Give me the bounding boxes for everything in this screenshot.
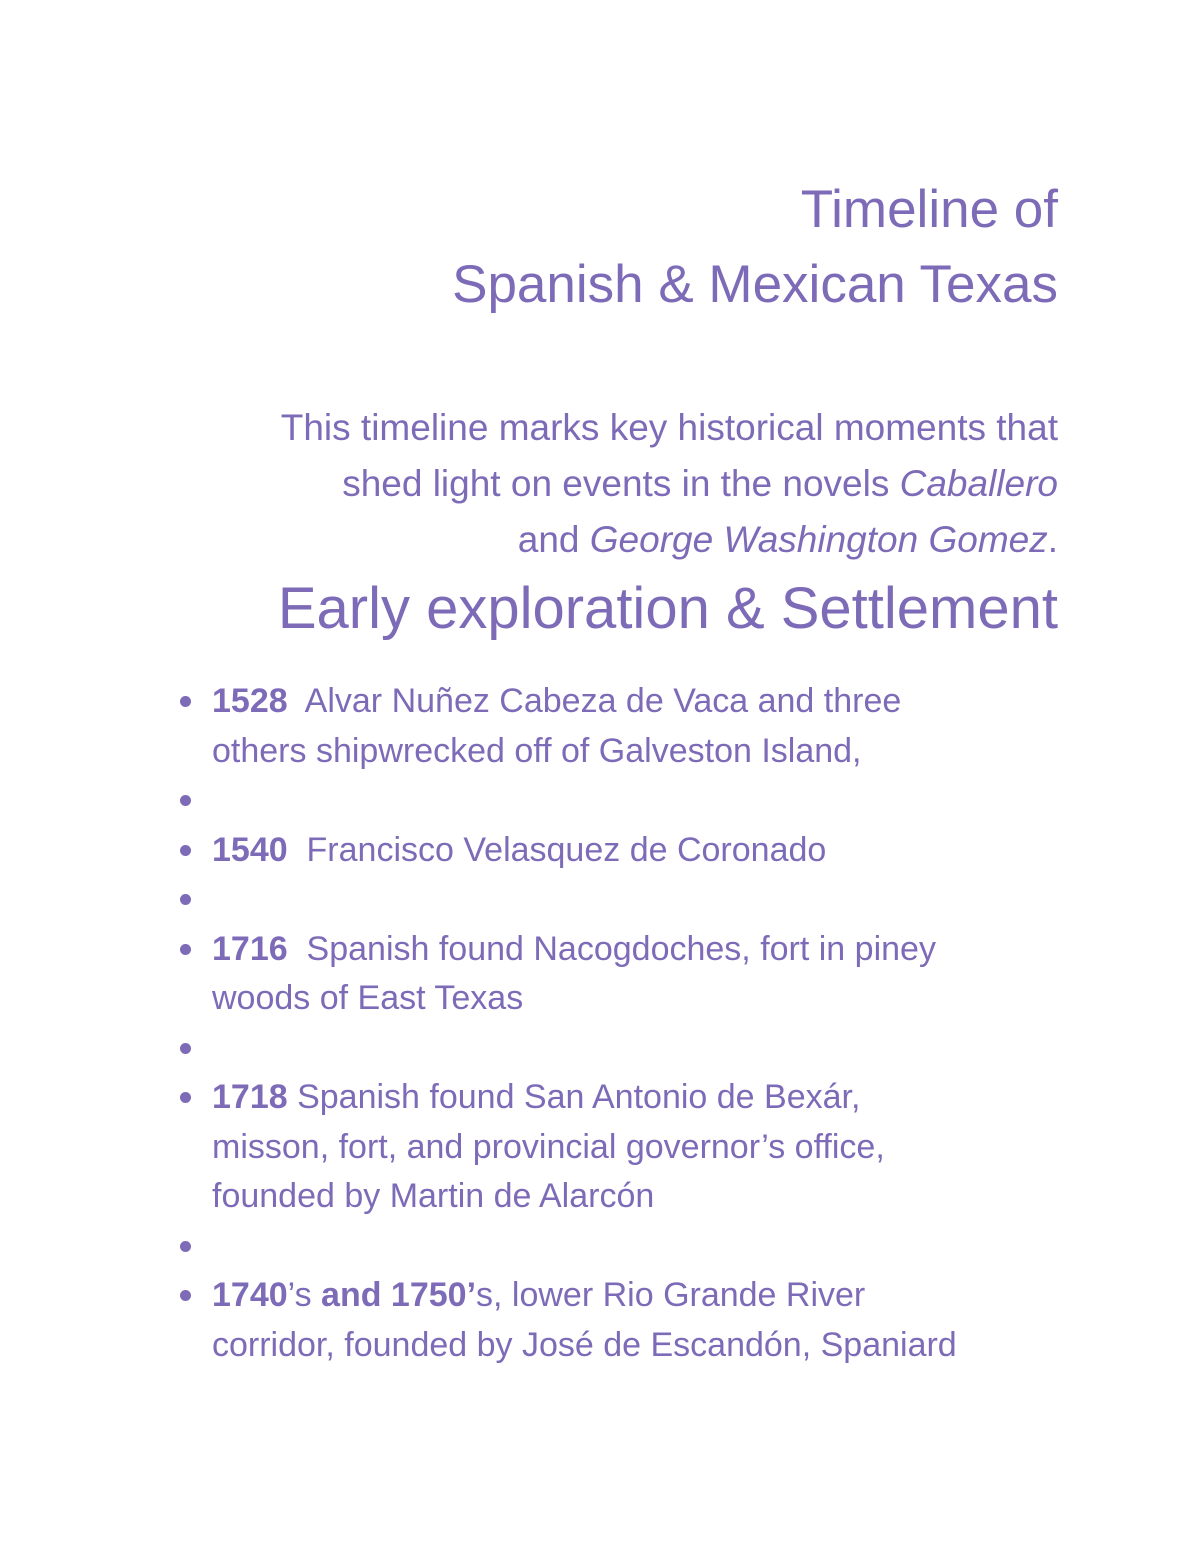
event-line: corridor, founded by José de Escandón, Spaniard: [212, 1325, 957, 1364]
intro-line-2-text: shed light on events in the novels: [342, 463, 900, 504]
event-line: misson, fort, and provincial governor’s office,: [212, 1127, 885, 1166]
event-line: woods of East Texas: [212, 979, 524, 1017]
event-line: founded by Martin de Alarcón: [212, 1177, 655, 1215]
section-heading: Early exploration & Settlement: [277, 576, 1058, 641]
intro-line-3: [118, 512, 1058, 568]
event-text: Spanish found San Antonio de Bexár,: [287, 1078, 861, 1116]
event-year: and 1750’: [311, 1276, 477, 1314]
event-text: Alvar Nuñez Cabeza de Vaca and three: [287, 682, 902, 720]
bullet-icon: [180, 1092, 191, 1103]
event-line: [212, 826, 1058, 876]
event-item-1528: [178, 677, 1058, 776]
event-line: [212, 677, 1058, 727]
event-text: , lower Rio Grande River: [493, 1276, 866, 1314]
event-year: 1716: [212, 929, 288, 968]
bullet-icon: [180, 894, 191, 905]
bullet-icon: [180, 1043, 191, 1054]
event-text: Francisco Velasquez de Coronado: [287, 830, 827, 869]
event-item-1740s: [178, 1271, 1058, 1370]
novel-title-george-washington-gomez: George Washington Gomez: [589, 519, 1048, 560]
event-line: [212, 925, 1058, 975]
event-line: [212, 1271, 1058, 1321]
intro-line-3-text: and: [517, 519, 590, 560]
intro-period: .: [1047, 519, 1058, 560]
event-year: 1718: [212, 1078, 288, 1116]
bullet-icon: [180, 696, 191, 707]
event-year: 1740: [212, 1276, 288, 1314]
event-year: 1540: [212, 830, 288, 869]
event-item-1718: [178, 1073, 1058, 1222]
intro-paragraph: [118, 400, 1058, 568]
intro-line-1: This timeline marks key historical moments that: [280, 407, 1058, 448]
event-item-1716: [178, 925, 1058, 1024]
empty-list-item: [178, 1222, 1058, 1272]
title-line-1: Timeline of: [800, 180, 1058, 239]
empty-list-item: [178, 1024, 1058, 1074]
event-line: others shipwrecked off of Galveston Island,: [212, 731, 862, 770]
bullet-icon: [180, 845, 191, 856]
document-title: [452, 172, 1058, 322]
novel-title-caballero: Caballero: [899, 463, 1058, 504]
event-text: Spanish found Nacogdoches, fort in piney: [287, 929, 936, 968]
empty-list-item: [178, 776, 1058, 826]
bullet-icon: [180, 795, 191, 806]
year-suffix: ’s: [287, 1276, 312, 1314]
bullet-icon: [180, 1290, 191, 1301]
event-list: [178, 677, 1058, 1370]
intro-line-2: [118, 456, 1058, 512]
year-suffix: s: [476, 1276, 494, 1314]
bullet-icon: [180, 1241, 191, 1252]
event-line: [212, 1073, 1058, 1123]
event-item-1540: [178, 826, 1058, 876]
bullet-icon: [180, 944, 191, 955]
empty-list-item: [178, 875, 1058, 925]
title-line-2: Spanish & Mexican Texas: [452, 255, 1058, 314]
event-year: 1528: [212, 682, 288, 720]
